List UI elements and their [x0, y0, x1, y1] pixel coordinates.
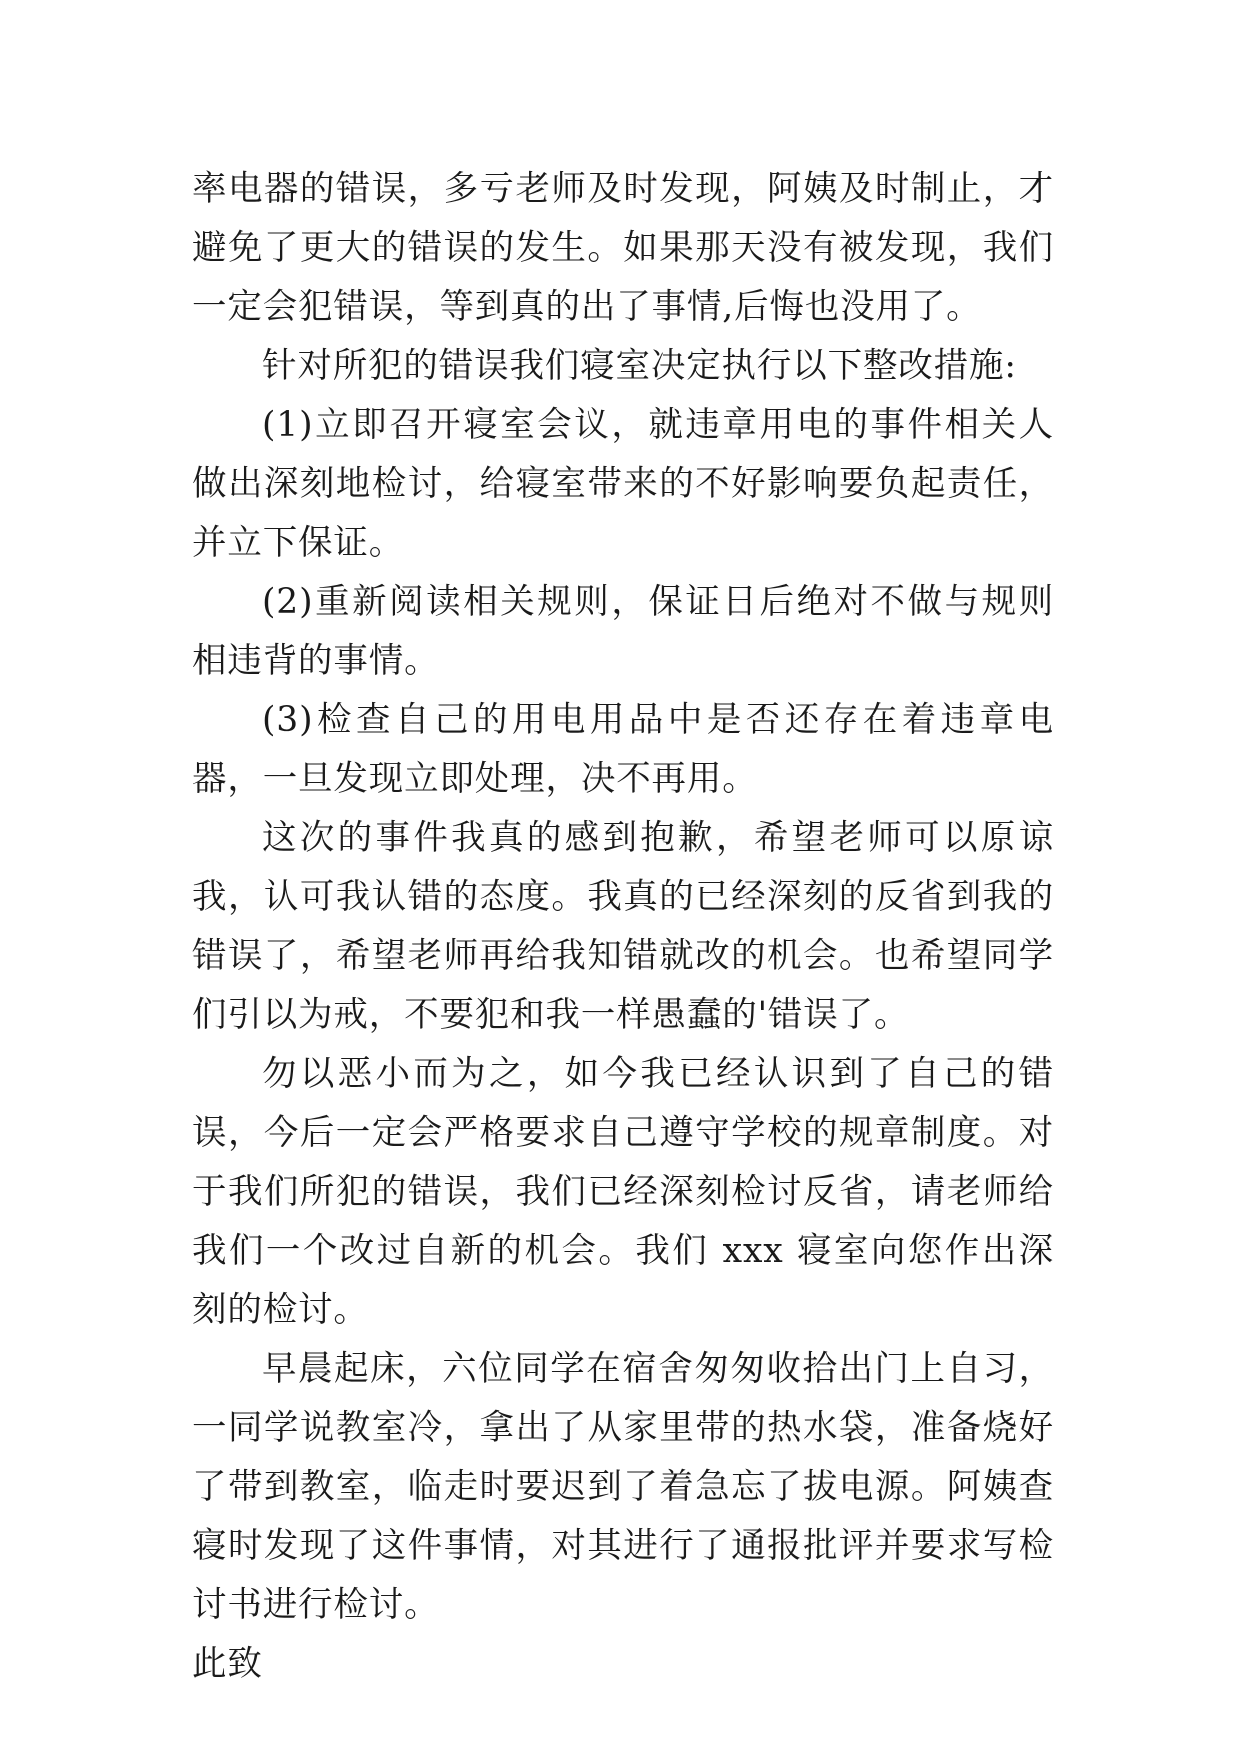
paragraph-1: 率电器的错误，多亏老师及时发现，阿姨及时制止，才避免了更大的错误的发生。如果那天没有被发现，我们一定会犯错误，等到真的出了事情,后悔也没用了。: [192, 169, 1054, 327]
paragraph-6: 这次的事件我真的感到抱歉，希望老师可以原谅我，认可我认错的态度。我真的已经深刻的反省到我的错误了，希望老师再给我知错就改的机会。也希望同学们引以为戒，不要犯和我一样愚蠢的'错误了。: [192, 818, 1054, 1035]
paragraph-8: 早晨起床，六位同学在宿舍匆匆收拾出门上自习，一同学说教室冷，拿出了从家里带的热水袋，准备烧好了带到教室，临走时要迟到了着急忘了拔电源。阿姨查寝时发现了这件事情，对其进行了通报批评并要求写检讨书进行检讨。: [192, 1349, 1054, 1625]
paragraph-4: (2)重新阅读相关规则，保证日后绝对不做与规则相违背的事情。: [192, 582, 1054, 681]
paragraph-2: 针对所犯的错误我们寝室决定执行以下整改措施:: [262, 346, 1017, 386]
paragraph-5: (3)检查自己的用电用品中是否还存在着违章电器，一旦发现立即处理，决不再用。: [192, 700, 1054, 799]
paragraph-7: 勿以恶小而为之，如今我已经认识到了自己的错误，今后一定会严格要求自己遵守学校的规章制度。对于我们所犯的错误，我们已经深刻检讨反省，请老师给我们一个改过自新的机会。我们 xxx 寝室向您作出深刻的检讨。: [192, 1054, 1054, 1330]
closing-salutation: 此致: [192, 1644, 263, 1684]
paragraph-3: (1)立即召开寝室会议，就违章用电的事件相关人做出深刻地检讨，给寝室带来的不好影响要负起责任，并立下保证。: [192, 405, 1054, 563]
document-body: [192, 160, 1054, 1694]
